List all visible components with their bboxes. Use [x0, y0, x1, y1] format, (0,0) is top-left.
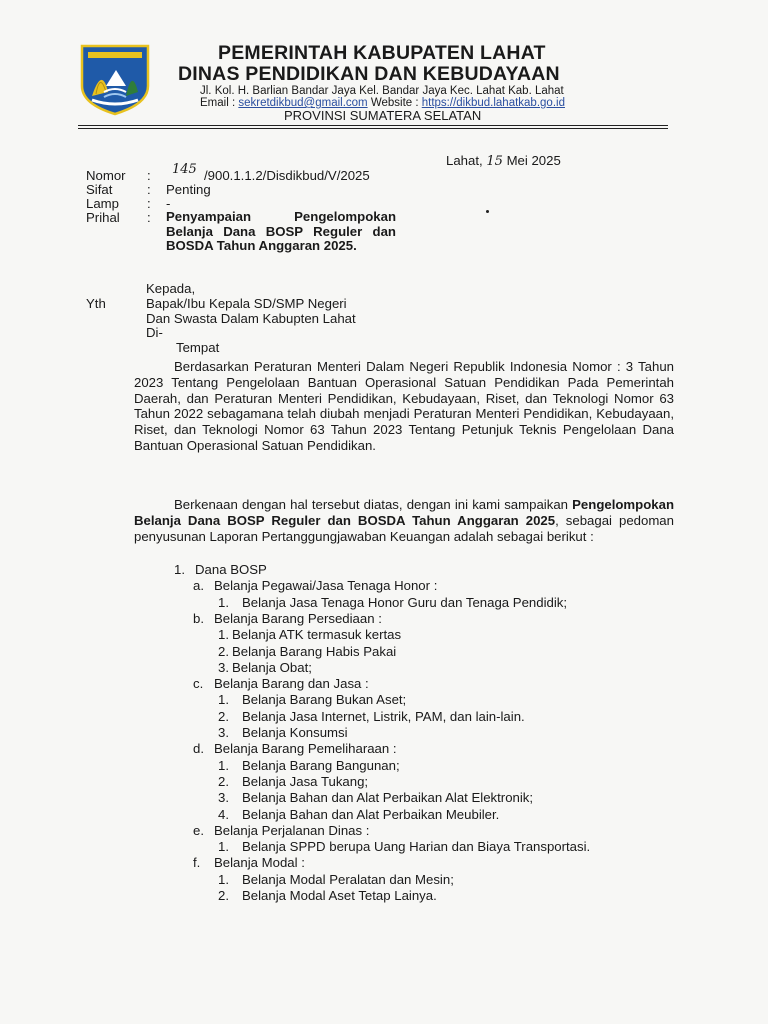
sifat-value: Penting: [166, 182, 211, 197]
letterhead-address: Jl. Kol. H. Barlian Bandar Jaya Kel. Bandar Jaya Kec. Lahat Kab. Lahat: [200, 85, 564, 97]
list-section-letter: c.: [193, 676, 204, 692]
prihal-value: Penyampaian Pengelompokan Belanja Dana BOSP Reguler dan BOSDA Tahun Anggaran 2025.: [166, 209, 396, 253]
lamp-colon: :: [147, 196, 151, 211]
paragraph-purpose: Berkenaan dengan hal tersebut diatas, dengan ini kami sampaikan Pengelompokan Belanja Dana BOSP Reguler dan BOSDA Tahun Anggaran 2025, sebagai pedoman penyusunan Laporan Pertanggungjawaban Keuangan adalah sebagai berikut :: [134, 497, 674, 544]
list-item-text: Belanja ATK termasuk kertas: [232, 627, 402, 643]
list-section-title: Belanja Barang Pemeliharaan :: [214, 741, 397, 757]
letterhead-government: PEMERINTAH KABUPATEN LAHAT: [218, 42, 546, 64]
list-main-number: 1.: [174, 562, 185, 577]
lahat-regency-logo: [78, 42, 152, 116]
nomor-colon: :: [147, 168, 151, 183]
letterhead-office: DINAS PENDIDIKAN DAN KEBUDAYAAN: [178, 63, 560, 85]
list-item-text: Belanja SPPD berupa Uang Harian dan Biaya Transportasi.: [242, 839, 591, 855]
nomor-handwritten: 145: [172, 162, 197, 177]
lamp-value: -: [166, 196, 171, 211]
lamp-label: Lamp: [86, 196, 119, 211]
list-item-text: Belanja Bahan dan Alat Perbaikan Meubiler.: [242, 806, 500, 822]
list-item-number: 2.: [218, 708, 229, 724]
list-item-text: Belanja Jasa Internet, Listrik, PAM, dan lain-lain.: [242, 708, 525, 724]
list-item-text: Belanja Obat;: [232, 659, 312, 675]
website-label: Website :: [367, 97, 422, 109]
list-item-text: Belanja Bahan dan Alat Perbaikan Alat Elektronik;: [242, 790, 534, 806]
list-item-number: 3.: [218, 725, 229, 740]
list-item-text: Belanja Modal Peralatan dan Mesin;: [242, 871, 454, 887]
list-section-letter: b.: [193, 610, 204, 626]
stray-dot: [486, 210, 489, 213]
email-label: Email :: [200, 97, 239, 109]
list-item-number: 3.: [218, 790, 229, 806]
sifat-colon: :: [147, 182, 151, 197]
list-section-letter: d.: [193, 741, 204, 757]
letterhead-province: PROVINSI SUMATERA SELATAN: [284, 108, 482, 123]
list-section-title: Belanja Pegawai/Jasa Tenaga Honor :: [214, 578, 438, 594]
date-place: Lahat,: [446, 153, 483, 168]
list-item-number: 1.: [218, 871, 229, 887]
list-item-number: 2.: [218, 773, 229, 789]
addressee-line3: Di-: [146, 325, 163, 340]
list-section-title: Belanja Modal :: [214, 855, 305, 871]
list-item-text: Belanja Jasa Tenaga Honor Guru dan Tenaga Pendidik;: [242, 594, 568, 610]
paragraph-regulation: Berdasarkan Peraturan Menteri Dalam Negeri Republik Indonesia Nomor : 3 Tahun 2023 Tentang Pengelolaan Bantuan Operasional Satuan Pendidikan Pada Pemerintah Daerah, dan Peraturan Menteri Pendidikan, Kebudayaan, Riset, dan Teknologi Nomor 63 Tahun 2022 sebagamana telah diubah menjadi Peraturan Menteri Pendidikan, Kebudayaan, Riset, dan Teknologi Nomor 63 Tahun 2023 Tentang Petunjuk Teknis Pengelolaan Dana Bantuan Operasional Satuan Pendidikan.: [134, 359, 674, 453]
list-item-number: 2.: [218, 643, 229, 659]
website-link[interactable]: https://dikbud.lahatkab.go.id: [421, 97, 565, 109]
prihal-label: Prihal: [86, 210, 120, 225]
prihal-colon: :: [147, 210, 151, 225]
list-item-text: Belanja Konsumsi: [242, 725, 348, 740]
yth-label: Yth: [86, 296, 106, 311]
list-item-text: Belanja Barang Habis Pakai: [232, 643, 397, 659]
list-item-number: 2.: [218, 888, 229, 903]
kepada-label: Kepada,: [146, 281, 196, 296]
list-section-title: Belanja Perjalanan Dinas :: [214, 822, 370, 838]
list-item-number: 1.: [218, 839, 229, 855]
list-section-letter: a.: [193, 578, 204, 594]
nomor-label: Nomor: [86, 168, 126, 183]
sifat-label: Sifat: [86, 182, 113, 197]
list-item-number: 4.: [218, 806, 229, 822]
list-item-text: Belanja Barang Bangunan;: [242, 757, 400, 773]
list-item-number: 1.: [218, 757, 229, 773]
addressee-line2: Dan Swasta Dalam Kabupten Lahat: [146, 311, 356, 326]
letterhead-divider: [78, 125, 668, 126]
list-item-number: 1.: [218, 627, 229, 643]
list-item-text: Belanja Jasa Tukang;: [242, 773, 369, 789]
date-month-year: Mei 2025: [506, 153, 561, 168]
letter-date: [446, 153, 561, 169]
email-link[interactable]: sekretdikbud@gmail.com: [238, 97, 368, 109]
list-main-title: Dana BOSP: [195, 562, 267, 577]
list-section-letter: f.: [193, 855, 201, 871]
addressee-line4: Tempat: [176, 340, 220, 355]
nomor-value: /900.1.1.2/Disdikbud/V/2025: [204, 168, 370, 183]
letterhead-divider-thin: [78, 128, 668, 129]
list-section-title: Belanja Barang dan Jasa :: [214, 676, 369, 692]
list-section-title: Belanja Barang Persediaan :: [214, 610, 382, 626]
list-section-letter: e.: [193, 822, 204, 838]
list-item-number: 1.: [218, 692, 229, 708]
date-day-handwritten: 15: [486, 154, 503, 169]
list-item-number: 1.: [218, 594, 229, 610]
addressee-line1: Bapak/Ibu Kepala SD/SMP Negeri: [146, 296, 347, 311]
list-item-text: Belanja Modal Aset Tetap Lainya.: [242, 888, 437, 903]
list-item-number: 3.: [218, 659, 229, 675]
list-item-text: Belanja Barang Bukan Aset;: [242, 692, 407, 708]
